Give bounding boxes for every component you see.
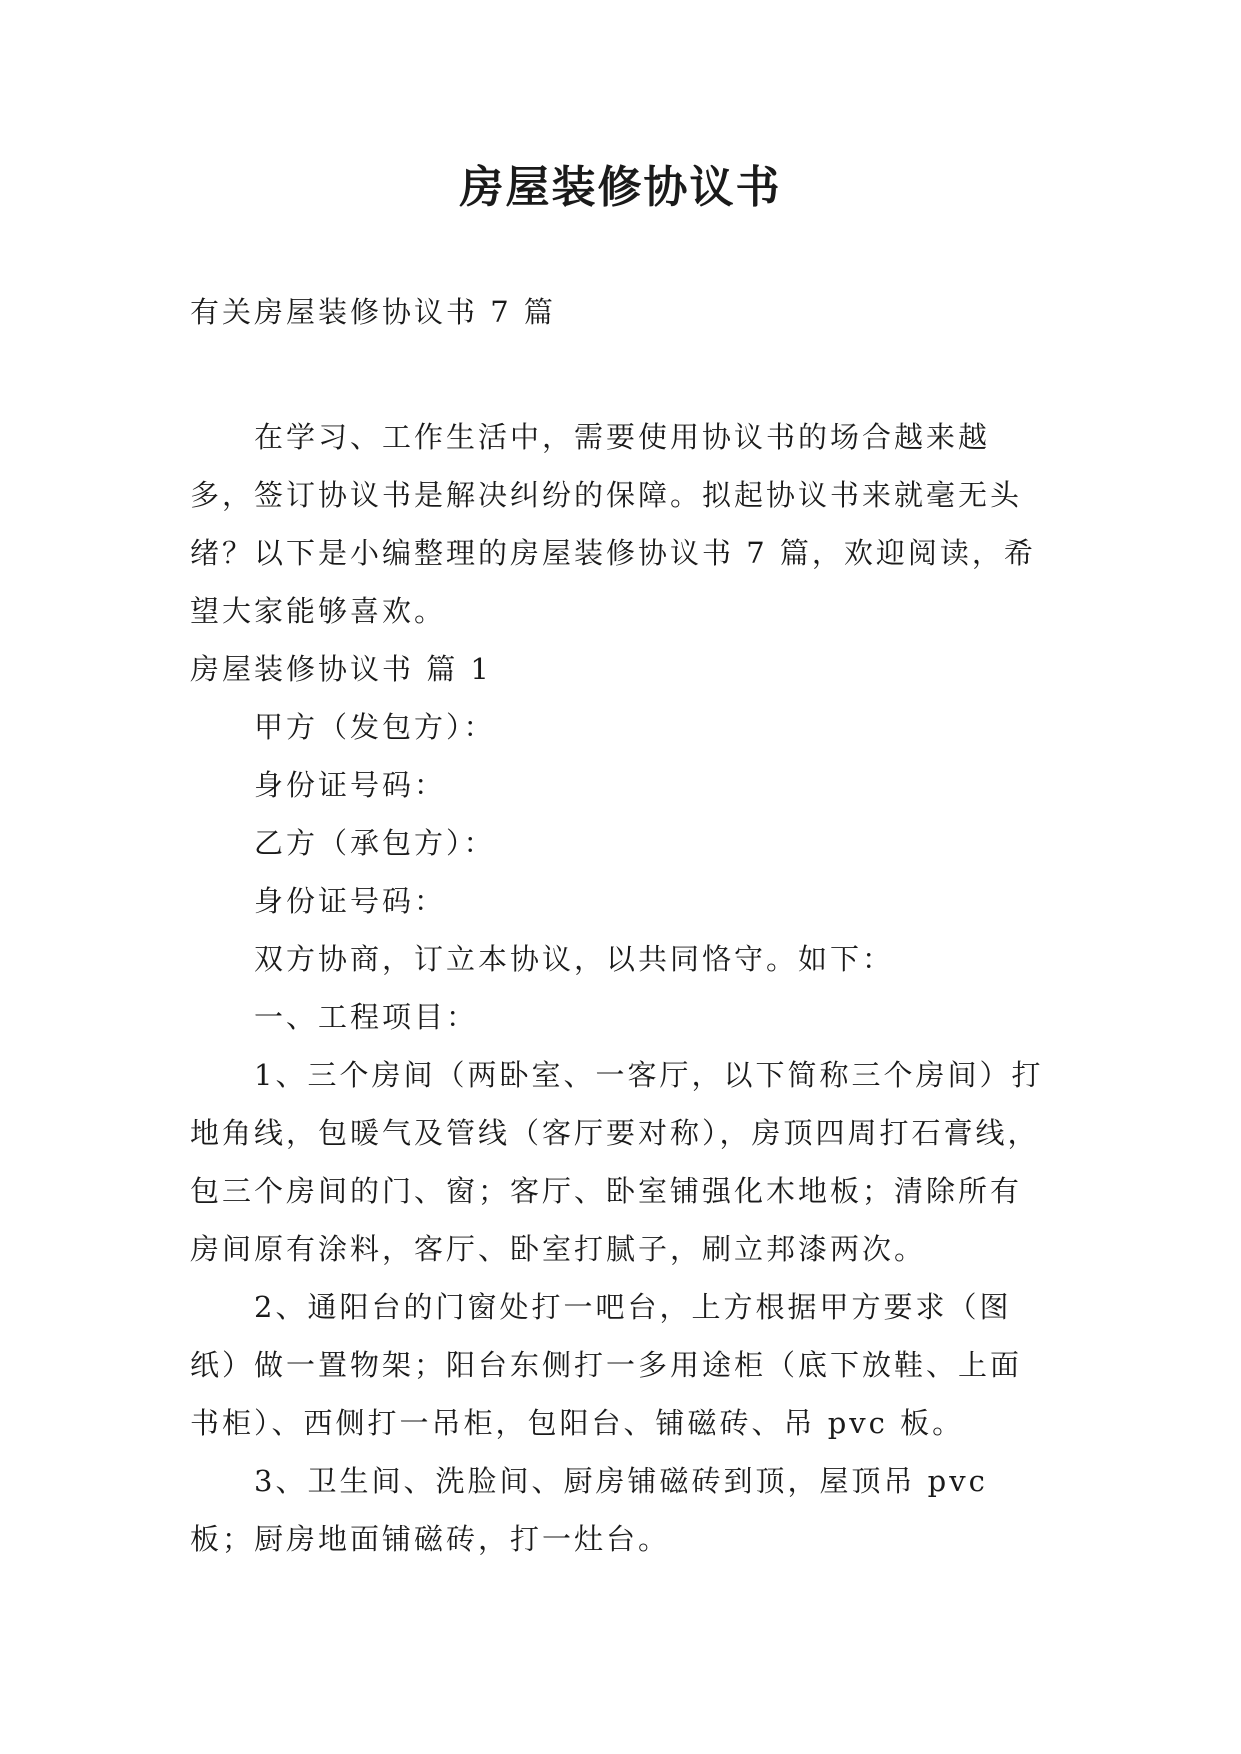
document-subtitle: 有关房屋装修协议书 7 篇 <box>190 295 556 329</box>
document-title: 房屋装修协议书 <box>459 162 782 213</box>
party-b-line: 乙方（承包方）： <box>254 826 496 860</box>
intro-paragraph: 在学习、工作生活中，需要使用协议书的场合越来越多，签订协议书是解决纠纷的保障。拟起协议书来就毫无头绪？以下是小编整理的房屋装修协议书 7 篇，欢迎阅读，希望大家能够喜欢。 <box>190 420 1036 628</box>
section-heading: 房屋装修协议书 篇 1 <box>190 652 492 686</box>
party-b-id-line: 身份证号码： <box>254 884 447 918</box>
clause-item-2: 2、通阳台的门窗处打一吧台，上方根据甲方要求（图纸）做一置物架；阳台东侧打一多用途柜（底下放鞋、上面书柜）、西侧打一吊柜，包阳台、铺磁砖、吊 pvc 板。 <box>190 1290 1023 1440</box>
party-a-line: 甲方（发包方）： <box>254 710 496 744</box>
party-a-id-line: 身份证号码： <box>254 768 447 802</box>
agreement-line: 双方协商，订立本协议，以共同恪守。如下： <box>254 942 895 976</box>
clause-item-1: 1、三个房间（两卧室、一客厅，以下简称三个房间）打地角线，包暖气及管线（客厅要对称），房顶四周打石膏线，包三个房间的门、窗；客厅、卧室铺强化木地板；清除所有房间原有涂料，客厅、卧室打腻子，刷立邦漆两次。 <box>190 1058 1044 1266</box>
document-body <box>190 408 1048 1568</box>
clause-item-3: 3、卫生间、洗脸间、厨房铺磁砖到顶，屋顶吊 pvc 板；厨房地面铺磁砖，打一灶台。 <box>190 1464 988 1556</box>
clause-heading: 一、工程项目： <box>254 1000 479 1034</box>
